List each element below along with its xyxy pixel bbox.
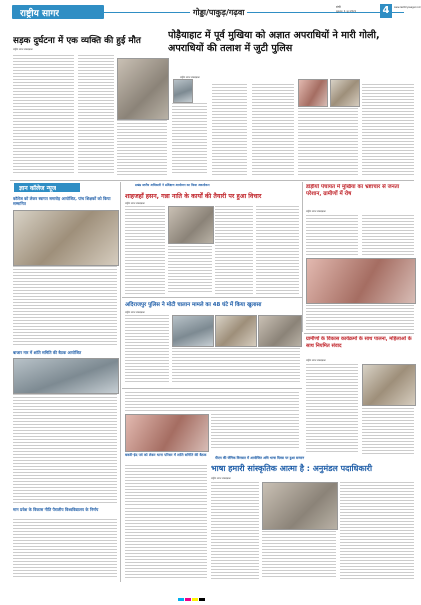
city-name: रांची	[336, 5, 341, 9]
college-news-body	[13, 266, 117, 346]
women-welfare-photo	[362, 364, 416, 406]
misc-c-intro	[125, 392, 299, 412]
city-date-block	[336, 5, 378, 19]
murder-photo-3	[330, 79, 360, 107]
road-accident-body-3	[117, 120, 167, 175]
road-accident-body	[13, 55, 74, 175]
murder-photo-2	[298, 79, 328, 107]
panchayat-headline: डांड़ीयो पंचायत में मुखिया का भ्रष्टाचार से जनता परेशान, ग्रामीणों में रोष	[306, 184, 400, 197]
admin-visit-body-3	[215, 206, 253, 294]
police-challan-body-1	[125, 315, 169, 383]
women-welfare-body-1	[306, 364, 358, 454]
date-line: शुक्रवार, 4 जून 2021	[336, 10, 357, 13]
panchayat-photo	[306, 258, 416, 304]
admin-visit-kicker: प्रखंड स्तरीय अधिकारी ने प्रशिक्षण आयोजन का किया अवलोकन	[135, 183, 210, 187]
admin-visit-body-2	[168, 246, 212, 294]
admin-visit-body-1	[125, 206, 165, 294]
row-divider-4	[122, 388, 302, 389]
murder-body-3	[252, 84, 294, 175]
road-accident-headline: सड़क दुर्घटना में एक व्यक्ति की हुई मौत	[13, 36, 141, 46]
misc-a-headline: बाजार मार में शांति समिति की बैठक आयोजित	[13, 350, 82, 355]
cultural-headline: भाषा हमारी सांस्कृतिक आत्मा है : अनुमंडल पदाधिकारी	[211, 464, 373, 473]
column-divider-1	[120, 182, 121, 582]
black-mark	[199, 598, 205, 601]
admin-visit-byline: राष्ट्रीय सागर संवाददाता	[125, 202, 145, 205]
cultural-photo	[262, 482, 338, 530]
panchayat-body-3	[306, 305, 414, 331]
police-challan-photo-2	[215, 315, 257, 347]
registration-marks	[178, 586, 238, 591]
misc-c-photo	[125, 414, 209, 452]
road-accident-body-2	[78, 55, 114, 175]
police-challan-body-2	[172, 348, 300, 383]
misc-a-body	[13, 394, 117, 504]
murder-byline: राष्ट्रीय सागर संवाददाता	[180, 76, 200, 79]
panchayat-body-2	[362, 215, 414, 255]
murder-body-2	[212, 84, 247, 175]
panchayat-byline: राष्ट्रीय सागर संवाददाता	[306, 210, 326, 213]
magenta-mark	[185, 598, 191, 601]
admin-visit-body-4	[256, 206, 299, 294]
victim-photo	[117, 58, 169, 120]
cultural-body-3	[340, 482, 414, 579]
women-welfare-body-2	[362, 408, 414, 454]
women-welfare-byline: राष्ट्रीय सागर संवाददाता	[306, 359, 326, 362]
page-number-badge	[380, 4, 392, 18]
cultural-body-2	[262, 531, 336, 579]
college-news-headline: कॉलेज को लेकर स्वागत समारोह आयोजित, पांच शिक्षकों को किया सम्मानित	[13, 196, 111, 206]
murder-photo-1	[173, 79, 193, 103]
region-name: गोड्डा/पाकुड़/गढ़वा	[190, 7, 247, 18]
column-divider-2	[302, 182, 303, 332]
college-news-photo	[13, 210, 119, 266]
masthead	[0, 0, 421, 20]
misc-a-photo	[13, 358, 119, 394]
paper-name: राष्ट्रीय सागर	[20, 9, 60, 19]
women-welfare-headline: ग्रामीणों के विकास कार्यक्रमों के साथ पालना, महिलाओं के साथ नियमित संवाद	[306, 336, 412, 349]
cyan-mark	[178, 598, 184, 601]
misc-b-headline: मान प्रवेश के विकास नीति पैरालीय विश्वविद्यालय के निर्णय	[13, 507, 99, 512]
website: www.rashtriyasagar.com	[394, 6, 421, 9]
police-challan-byline: राष्ट्रीय सागर संवाददाता	[125, 311, 145, 314]
admin-visit-headline: शाहजहाँ हसन, गन्ना नाति के कार्यों की तैयारी पर हुआ विचार	[125, 193, 262, 200]
murder-body-1	[172, 103, 207, 175]
misc-d-body	[125, 508, 207, 579]
misc-c-body-2	[211, 414, 299, 450]
cultural-body-1	[211, 482, 259, 579]
college-news-label: ज्ञान कॉलेज न्यूज	[19, 185, 57, 192]
panchayat-body-1	[306, 215, 358, 255]
misc-c-headline: बकरी-ईद पर्व को लेकर थाना परिसर में शांति समिति की बैठक	[125, 453, 207, 457]
cultural-byline: राष्ट्रीय सागर संवाददाता	[211, 477, 231, 480]
murder-body-4	[298, 108, 358, 175]
misc-c-body	[125, 465, 207, 505]
admin-visit-photo	[168, 206, 214, 244]
road-accident-byline: राष्ट्रीय सागर संवाददाता	[13, 48, 33, 51]
row-divider-2	[122, 297, 302, 298]
murder-headline: पोड़ैयाहाट में पूर्व मुखिया को अज्ञात अपराधियों ने मारी गोली, अपराधियों की तलाश में जुटी पुलिस	[168, 30, 380, 54]
misc-b-body	[13, 519, 117, 579]
cultural-kicker: पीएम की जैनिक विरासत में आयोजित अधि भाषा दिवस पर हुआ सम्मान	[215, 456, 305, 460]
yellow-mark	[192, 598, 198, 601]
police-challan-photo-1	[172, 315, 214, 347]
row-divider-1	[10, 180, 414, 181]
row-divider-3	[304, 333, 414, 334]
police-challan-headline: अदिराजपुर पुलिस ने मोटी चालान मामले का 48 घंटे में किया खुलासा	[125, 302, 262, 308]
page-number: 4	[382, 5, 390, 16]
murder-body-5	[362, 84, 414, 175]
police-challan-photo-3	[258, 315, 302, 347]
